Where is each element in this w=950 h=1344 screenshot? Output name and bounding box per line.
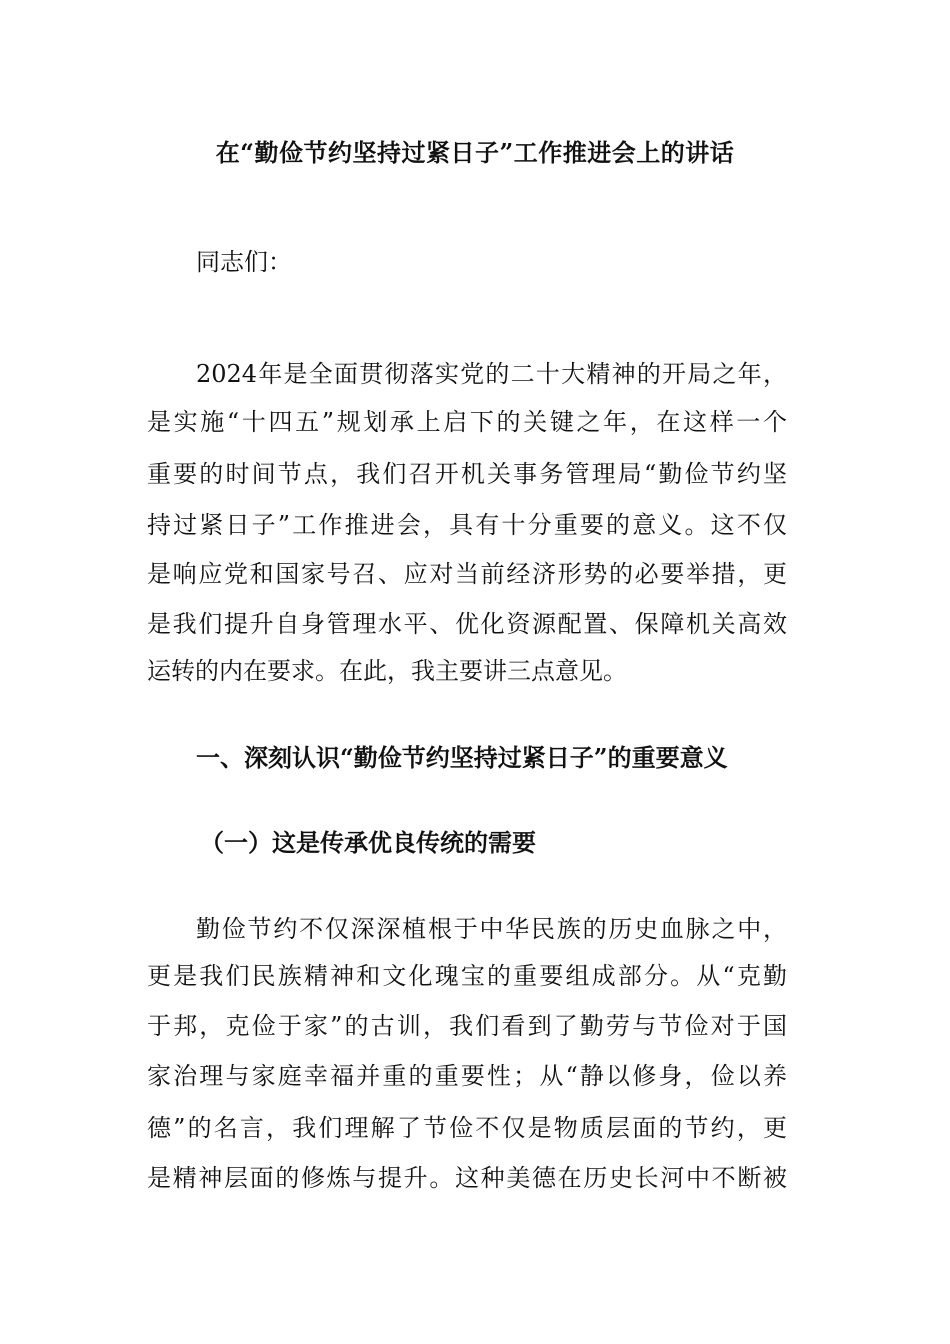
- paragraph-line: 是响应党和国家号召、应对当前经济形势的必要举措，更: [147, 560, 787, 588]
- paragraph-line: 德”的名言，我们理解了节俭不仅是物质层面的节约，更: [147, 1114, 787, 1142]
- paragraph-line: 持过紧日子”工作推进会，具有十分重要的意义。这不仅: [147, 511, 787, 539]
- paragraph-line: 勤俭节约不仅深深植根于中华民族的历史血脉之中，: [196, 915, 787, 943]
- document-title: 在“勤俭节约坚持过紧日子”工作推进会上的讲话: [215, 138, 735, 167]
- salutation: 同志们：: [196, 248, 292, 276]
- paragraph-line: 重要的时间节点，我们召开机关事务管理局“勤俭节约坚: [147, 460, 787, 488]
- paragraph-line: 更是我们民族精神和文化瑰宝的重要组成部分。从“克勤: [147, 962, 787, 990]
- section-heading: 一、深刻认识“勤俭节约坚持过紧日子”的重要意义: [196, 743, 728, 772]
- subsection-heading: （一）这是传承优良传统的需要: [200, 828, 536, 857]
- paragraph-line: 是我们提升自身管理水平、优化资源配置、保障机关高效: [147, 610, 787, 638]
- paragraph-line: 2024年是全面贯彻落实党的二十大精神的开局之年，: [196, 360, 787, 388]
- paragraph-line: 运转的内在要求。在此，我主要讲三点意见。: [147, 657, 627, 685]
- paragraph-line: 是精神层面的修炼与提升。这种美德在历史长河中不断被: [147, 1164, 787, 1192]
- paragraph-line: 是实施“十四五”规划承上启下的关键之年，在这样一个: [147, 408, 787, 436]
- paragraph-line: 于邦，克俭于家”的古训，我们看到了勤劳与节俭对于国: [147, 1012, 787, 1040]
- paragraph-line: 家治理与家庭幸福并重的重要性；从“静以修身，俭以养: [147, 1062, 787, 1090]
